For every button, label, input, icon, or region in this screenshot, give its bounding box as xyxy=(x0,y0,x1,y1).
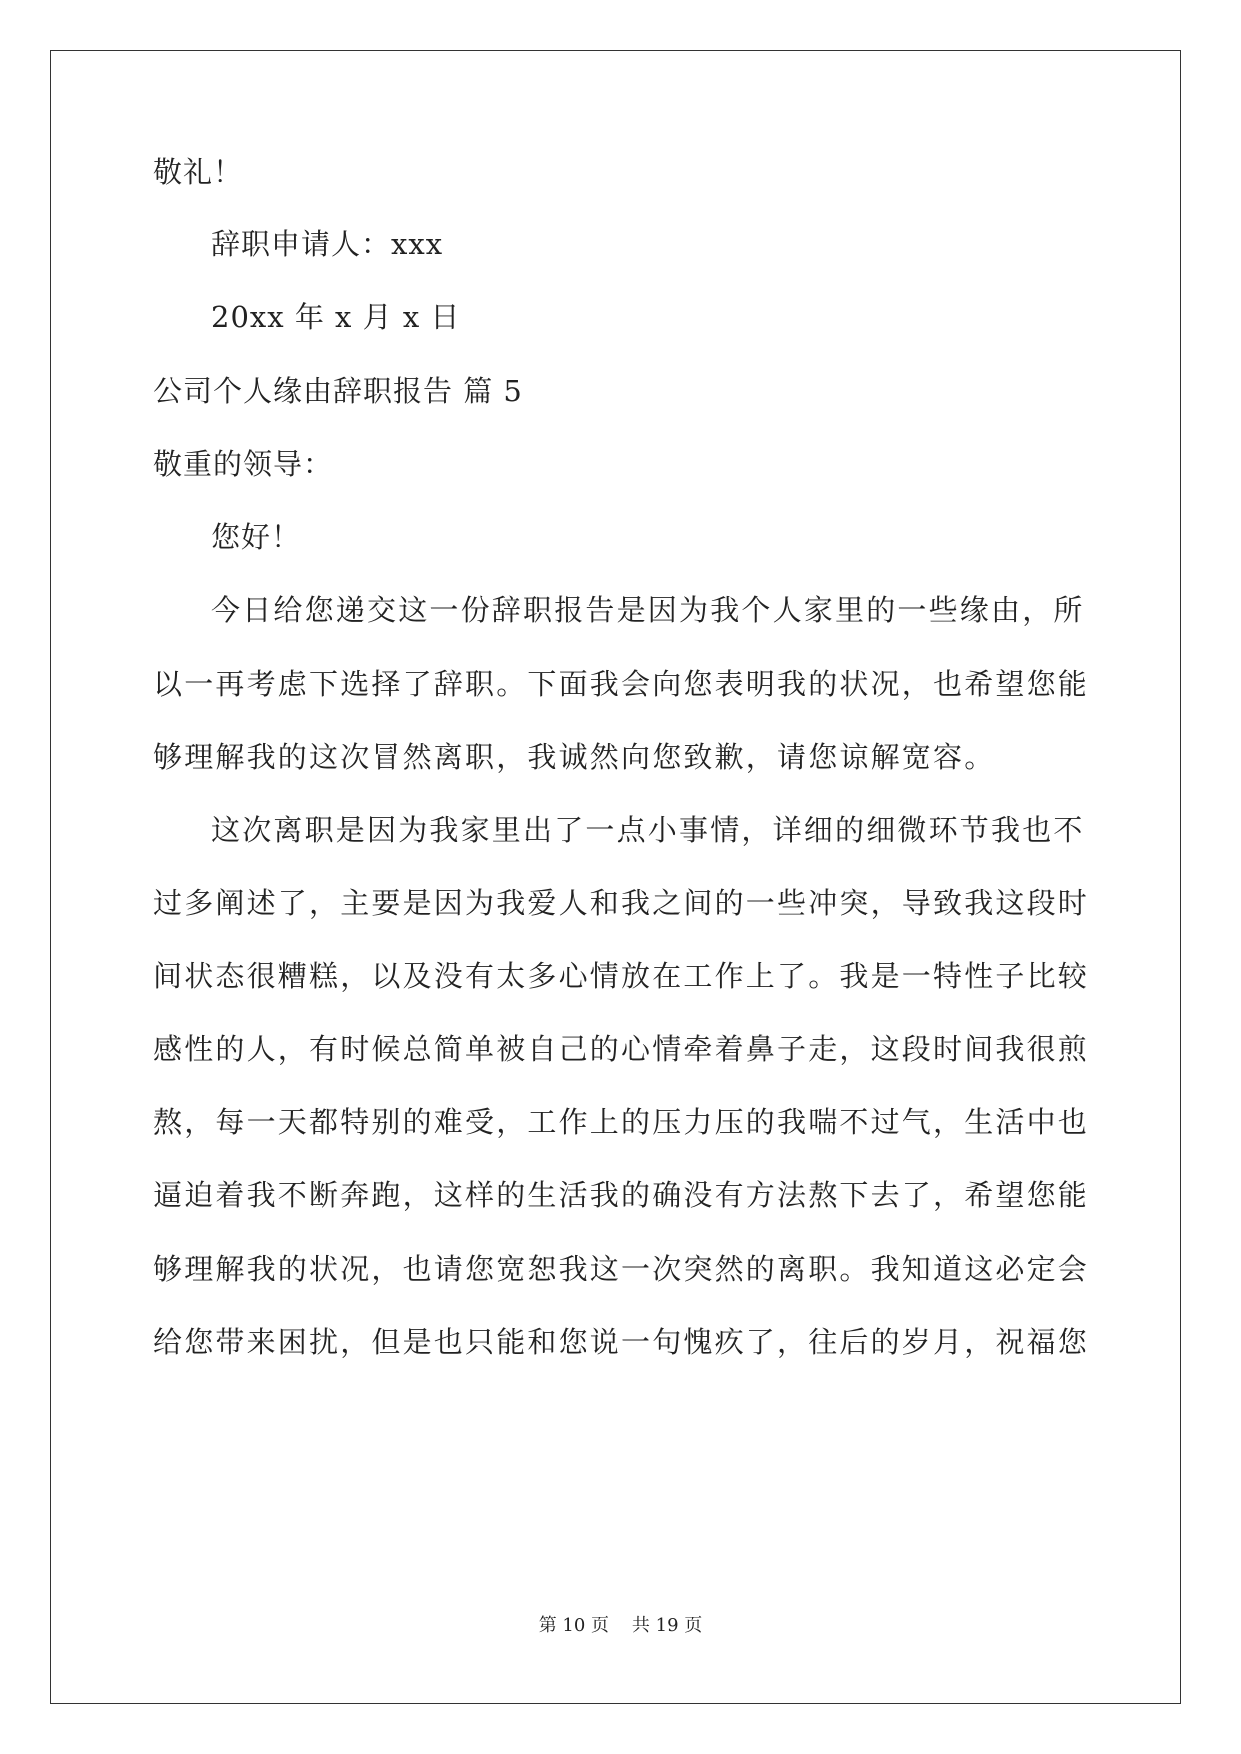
closing-line: 敬礼！ xyxy=(153,155,244,189)
paragraph1-line: 够理解我的这次冒然离职，我诚然向您致歉，请您谅解宽容。 xyxy=(153,740,996,774)
paragraph1-line: 今日给您递交这一份辞职报告是因为我个人家里的一些缘由，所 xyxy=(211,593,1085,627)
paragraph2-line: 给您带来困扰，但是也只能和您说一句愧疚了，往后的岁月，祝福您 xyxy=(153,1325,1090,1359)
paragraph2-line: 过多阐述了，主要是因为我爱人和我之间的一些冲突，导致我这段时 xyxy=(153,886,1090,920)
page-number-footer: 第 10 页 共 19 页 xyxy=(538,1615,703,1636)
greeting-line: 您好！ xyxy=(211,520,302,554)
page-border xyxy=(50,50,1181,1704)
paragraph2-line: 感性的人，有时候总简单被自己的心情牵着鼻子走，这段时间我很煎 xyxy=(153,1032,1090,1066)
date-line: 20xx 年 x 月 x 日 xyxy=(211,300,461,334)
paragraph2-line: 间状态很糟糕，以及没有太多心情放在工作上了。我是一特性子比较 xyxy=(153,959,1090,993)
section-title: 公司个人缘由辞职报告 篇 5 xyxy=(153,374,523,408)
paragraph1-line: 以一再考虑下选择了辞职。下面我会向您表明我的状况，也希望您能 xyxy=(153,667,1090,701)
paragraph2-line: 逼迫着我不断奔跑，这样的生活我的确没有方法熬下去了，希望您能 xyxy=(153,1178,1090,1212)
paragraph2-line: 够理解我的状况，也请您宽恕我这一次突然的离职。我知道这必定会 xyxy=(153,1252,1090,1286)
paragraph2-line: 这次离职是因为我家里出了一点小事情，详细的细微环节我也不 xyxy=(211,813,1085,847)
paragraph2-line: 熬，每一天都特别的难受，工作上的压力压的我喘不过气，生活中也 xyxy=(153,1105,1090,1139)
salutation-line: 敬重的领导： xyxy=(153,447,334,481)
signature-line: 辞职申请人：xxx xyxy=(211,227,444,261)
